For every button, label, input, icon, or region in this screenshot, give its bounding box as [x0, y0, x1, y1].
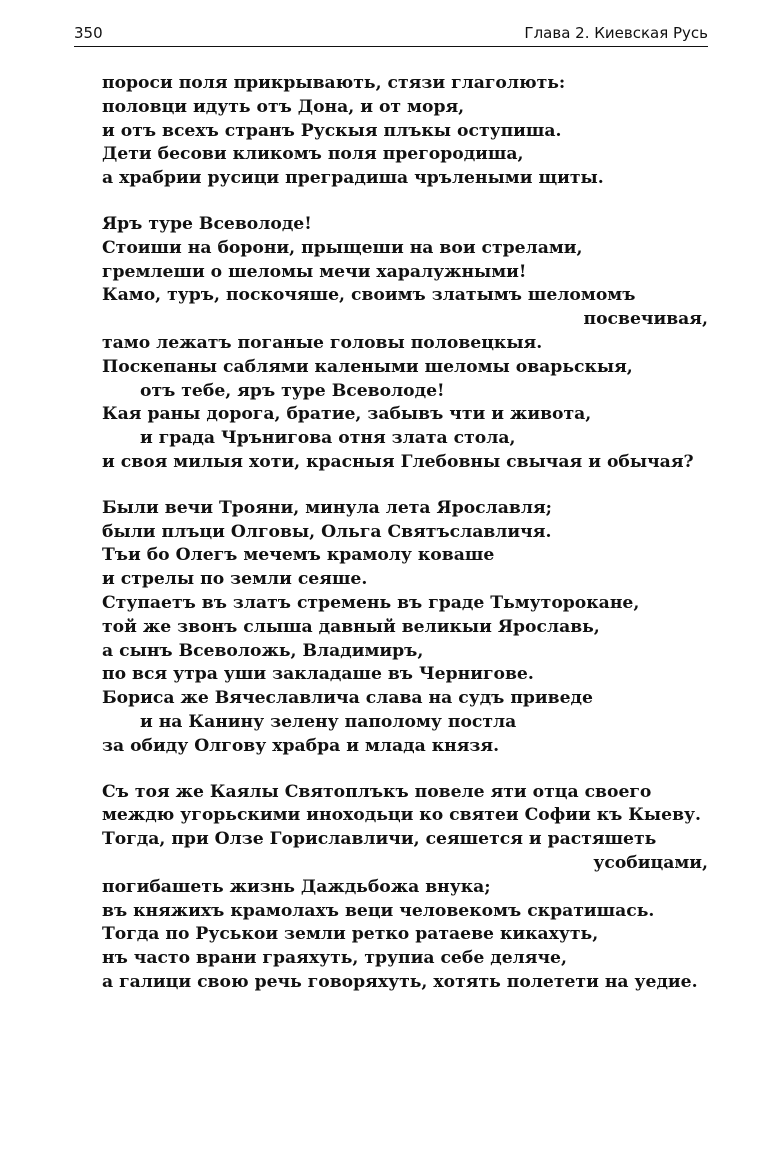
poem-line: Дети бесови кликомъ поля прегородиша,	[102, 144, 524, 165]
poem-line: и своя милыя хоти, красныя Глебовны свычая и обычая?	[102, 451, 694, 472]
poem-line: Яръ туре Всеволоде!	[102, 213, 312, 234]
chapter-title: Глава 2. Киевская Русь	[524, 24, 708, 42]
page-number: 350	[74, 24, 103, 42]
poem-line: а храбрии русици преградиша чрълеными щиты.	[102, 168, 604, 189]
poem-line: Кая раны дорога, братие, забывъ чти и живота,	[102, 404, 592, 425]
poem-line: отъ тебе, яръ туре Всеволоде!	[140, 380, 445, 401]
poem-line: Тъи бо Олегъ мечемъ крамолу коваше	[102, 545, 495, 566]
running-header	[74, 22, 708, 48]
poem-line: за обиду Олгову храбра и млада князя.	[102, 735, 500, 756]
poem-line: Ступаетъ въ златъ стремень въ граде Тьмуторокане,	[102, 592, 640, 613]
poem-line: нъ часто врани граяхуть, трупиа себе деляче,	[102, 948, 567, 969]
poem-line: а галици свою речь говоряхуть, хотять полетети на уедие.	[102, 971, 698, 992]
poem-line: и стрелы по земли сеяше.	[102, 569, 368, 590]
poem-line: пороси поля прикрывають, стязи глаголють:	[102, 73, 566, 93]
poem-line: и града Чрънигова отня злата стола,	[140, 428, 516, 449]
poem-line: Стоиши на борони, прыщеши на вои стрелами,	[102, 237, 583, 258]
poem-line: по вся утра уши закладаше въ Чернигове.	[102, 664, 534, 685]
poem-line: Съ тоя же Каялы Святоплъкъ повеле яти отца своего	[102, 781, 652, 802]
poem-line: гремлеши о шеломы мечи харалужными!	[102, 261, 527, 282]
header-rule	[74, 46, 708, 47]
poem-line: а сынъ Всеволожь, Владимиръ,	[102, 640, 424, 661]
poem-line: погибашеть жизнь Даждьбожа внука;	[102, 876, 491, 897]
poem-line: междю угорьскими иноходьци ко святеи Софии къ Кыеву.	[102, 805, 702, 826]
poem-line: Были вечи Трояни, минула лета Ярославля;	[102, 497, 553, 518]
poem-line: половци идуть отъ Дона, и от моря,	[102, 96, 465, 117]
poem-line: той же звонъ слыша давный великыи Ярославь,	[102, 616, 600, 637]
poem-line: Камо, туръ, поскочяше, своимъ златымъ шеломомъ	[102, 285, 636, 306]
stanza	[102, 497, 708, 759]
poem-line: Бориса же Вячеславлича слава на судъ приведе	[102, 688, 593, 709]
poem-line: и на Канину зелену паполому постла	[140, 711, 517, 732]
poem-line: тамо лежатъ поганые головы половецкыя.	[102, 332, 543, 353]
stanza	[102, 213, 708, 475]
stanza	[102, 72, 708, 191]
poem-line: и отъ всехъ странъ Рускыя плъкы оступиша.	[102, 120, 562, 141]
poem-line: въ княжихъ крамолахъ веци человекомъ скратишась.	[102, 900, 655, 921]
poem-line: были плъци Олговы, Ольга Святъславличя.	[102, 521, 552, 542]
poem-text	[102, 72, 708, 1017]
poem-line: Поскепаны саблями калеными шеломы оварьскыя,	[102, 356, 633, 377]
stanza	[102, 781, 708, 995]
poem-line: Тогда, при Олзе Гориславличи, сеяшется и растяшеть	[102, 829, 657, 850]
poem-line: посвечивая,	[583, 309, 708, 330]
poem-line: Тогда по Руськои земли ретко ратаеве кикахуть,	[102, 924, 599, 945]
poem-line: усобицами,	[593, 852, 708, 873]
